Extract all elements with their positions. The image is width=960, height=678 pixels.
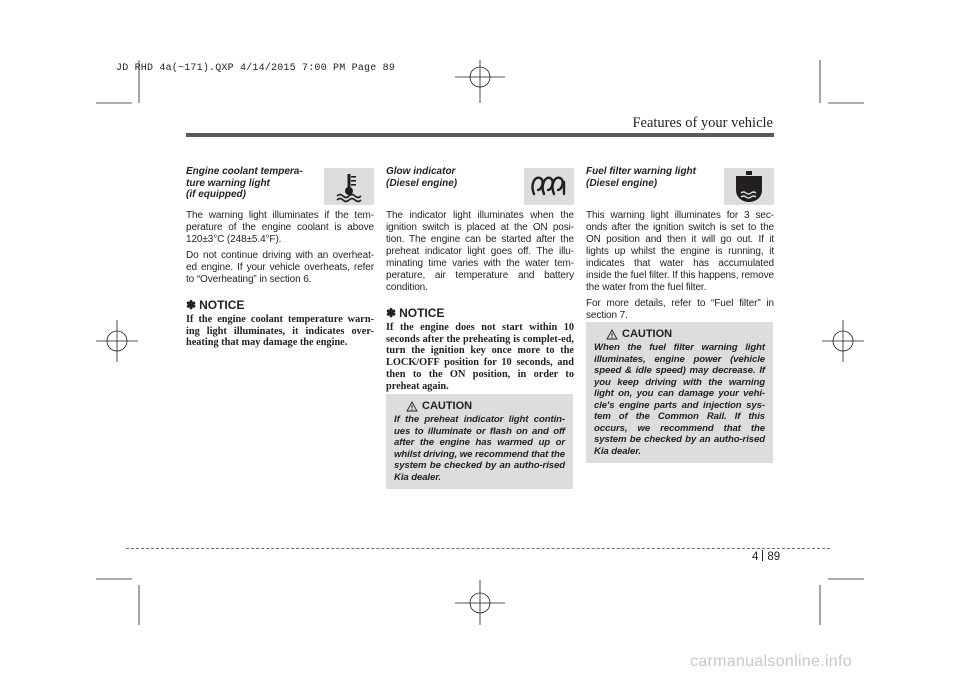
- fuel-filter-caution-body: When the fuel filter warning light illuminates, engine power (vehicle speed & idle speed) may decrease. If you keep driving with the warning light on, you can damage your vehi-cle's engine parts and injection sys-tem of the Common Rail. If this occurs, we recommend that the system be checked by an autho-rised Kia dealer.: [594, 342, 765, 457]
- glow-indicator-heading: Glow indicator (Diesel engine): [386, 166, 458, 189]
- warning-triangle-icon: [406, 401, 418, 412]
- footer-rule: [126, 548, 830, 549]
- glow-caution-body: If the preheat indicator light contin-ues to illuminate or flash on and off after the engine has warmed up or whilst driving, we recommend that the system be checked by an autho-rised Kia dealer.: [394, 414, 565, 483]
- coolant-paragraph-1: The warning light illuminates if the tem-perature of the engine coolant is above 120±3°C (248±5.4°F).: [186, 210, 374, 245]
- glow-plug-icon: [524, 168, 574, 205]
- fuel-filter-paragraph-2: For more details, refer to “Fuel filter” in section 7.: [586, 298, 774, 321]
- glow-notice-body: If the engine does not start within 10 seconds after the preheating is complet-ed, turn the ignition key once more to the LOCK/OFF position for 10 seconds, and then to the ON position, in order to preheat again.: [386, 322, 574, 392]
- glow-caution-title: CAUTION: [406, 400, 565, 412]
- column-coolant-warning: [186, 166, 374, 349]
- notice-star-icon: ✽: [386, 306, 397, 320]
- fuel-filter-caution-box: [586, 322, 773, 463]
- header-rule: [186, 133, 774, 137]
- glow-notice-title: ✽ NOTICE: [386, 306, 445, 320]
- coolant-paragraph-2: Do not continue driving with an overheat-ed engine. If your vehicle overheats, refer to “Overheating” in section 6.: [186, 250, 374, 285]
- fuel-filter-heading: Fuel filter warning light (Diesel engine): [586, 166, 696, 189]
- notice-star-icon: ✽: [186, 298, 197, 312]
- fuel-filter-paragraph-1: This warning light illuminates for 3 sec-onds after the ignition switch is set to the ON position and then it will go out. If it lights up whilst the engine is running, it indicates that water has accumulated inside the fuel filter. If this happens, remove the water from the fuel filter.: [586, 210, 774, 293]
- page-number: [752, 550, 780, 563]
- page-number-value: 89: [767, 551, 781, 563]
- page-number-separator: [762, 550, 763, 561]
- coolant-warning-heading: Engine coolant tempera- ture warning light (if equipped): [186, 166, 303, 200]
- column-glow-indicator: [386, 166, 574, 392]
- section-title: Features of your vehicle: [632, 115, 773, 131]
- print-slug-line: JD RHD 4a(~171).QXP 4/14/2015 7:00 PM Page 89: [116, 63, 396, 74]
- chapter-number: 4: [752, 551, 759, 563]
- glow-paragraph-1: The indicator light illuminates when the ignition switch is placed at the ON posi-tion. The engine can be started after the preheat indicator light goes off. The illu-minating time varies with the water tem-perature, air temperature and battery condition.: [386, 210, 574, 293]
- fuel-filter-icon: [724, 168, 774, 205]
- warning-triangle-icon: [606, 329, 618, 340]
- fuel-filter-caution-title: CAUTION: [606, 328, 765, 340]
- glow-caution-box: [386, 394, 573, 489]
- coolant-temperature-icon: [324, 168, 374, 205]
- column-fuel-filter: [586, 166, 774, 322]
- site-watermark: carmanualsonline.info: [690, 653, 852, 670]
- coolant-notice-title: ✽ NOTICE: [186, 298, 245, 312]
- coolant-notice-body: If the engine coolant temperature warn-ing light illuminates, it indicates over-heating that may damage the engine.: [186, 314, 374, 349]
